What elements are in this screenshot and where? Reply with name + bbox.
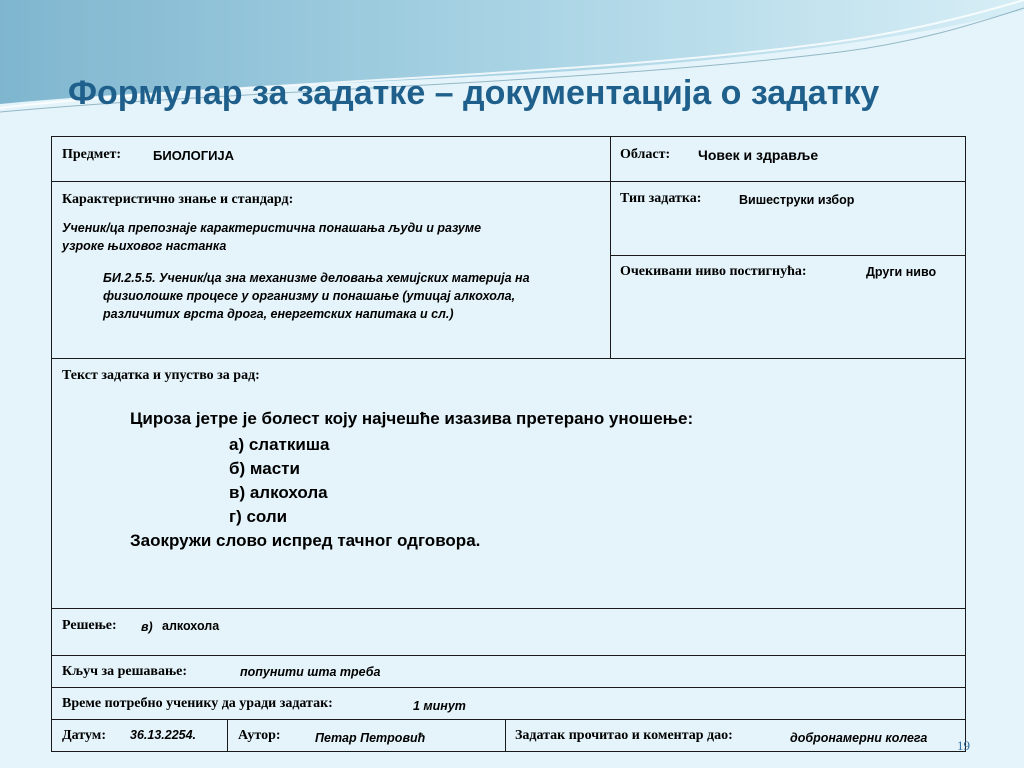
subject-label: Предмет: bbox=[62, 147, 122, 162]
subject-value: БИОЛОГИЈА bbox=[153, 148, 235, 163]
solution-letter: в) bbox=[141, 620, 153, 634]
reviewer-value: добронамерни колега bbox=[790, 731, 928, 745]
standard-code-line-1: БИ.2.5.5. Ученик/ца зна механизме деловања хемијских материја на bbox=[103, 271, 530, 285]
task-form-table bbox=[51, 136, 966, 752]
task-text-cell bbox=[52, 359, 966, 609]
solution-label: Решење: bbox=[62, 618, 117, 633]
task-option: а) слаткиша bbox=[229, 435, 330, 454]
task-option: г) соли bbox=[229, 507, 288, 526]
author-cell bbox=[228, 720, 506, 752]
task-option: в) алкохола bbox=[229, 483, 328, 502]
standard-code-line-2: физиолошке процесе у организму и понашање (утицај алкохола, bbox=[103, 289, 516, 303]
reviewer-cell bbox=[506, 720, 966, 752]
author-value: Петар Петровић bbox=[315, 731, 426, 745]
expected-level-label: Очекивани ниво постигнућа: bbox=[620, 264, 807, 279]
task-type-cell bbox=[611, 182, 966, 256]
solution-value: алкохола bbox=[162, 619, 220, 633]
page-number: 19 bbox=[957, 738, 970, 753]
time-cell bbox=[52, 688, 966, 720]
solution-cell bbox=[52, 609, 966, 656]
key-cell bbox=[52, 656, 966, 688]
key-label: Кључ за решавање: bbox=[62, 664, 188, 679]
expected-level-cell bbox=[611, 256, 966, 359]
date-label: Датум: bbox=[62, 728, 106, 743]
task-type-label: Тип задатка: bbox=[620, 191, 702, 206]
date-cell bbox=[52, 720, 228, 752]
area-label: Област: bbox=[620, 147, 671, 162]
key-value: попунити шта треба bbox=[240, 665, 381, 679]
standard-label: Карактеристично знање и стандард: bbox=[62, 192, 294, 207]
date-value: 36.13.2254. bbox=[130, 728, 197, 742]
task-type-value: Вишеструки избор bbox=[739, 193, 855, 207]
reviewer-label: Задатак прочитао и коментар дао: bbox=[515, 728, 733, 743]
standard-line-2: узроке њиховог настанка bbox=[62, 239, 227, 253]
standard-code-line-3: различитих врста дрога, енергетских напитака и сл.) bbox=[103, 307, 454, 321]
task-text-label: Текст задатка и упуство за рад: bbox=[62, 368, 260, 383]
time-label: Време потребно ученику да уради задатак: bbox=[62, 696, 333, 711]
standard-line-1: Ученик/ца препознаје карактеристична понашања људи и разуме bbox=[62, 221, 482, 235]
task-instruction: Заокружи слово испред тачног одговора. bbox=[130, 531, 481, 550]
task-question: Цироза јетре је болест коју најчешће изазива претерано уношење: bbox=[130, 409, 694, 428]
page-title: Формулар за задатке – документација о задатку bbox=[68, 74, 880, 112]
time-value: 1 минут bbox=[413, 699, 466, 713]
area-value: Човек и здравље bbox=[698, 147, 819, 163]
subject-cell bbox=[52, 137, 611, 182]
expected-level-value: Други ниво bbox=[866, 265, 937, 279]
task-option: б) масти bbox=[229, 459, 300, 478]
area-cell bbox=[611, 137, 966, 182]
author-label: Аутор: bbox=[238, 728, 281, 743]
standard-cell bbox=[52, 182, 611, 359]
